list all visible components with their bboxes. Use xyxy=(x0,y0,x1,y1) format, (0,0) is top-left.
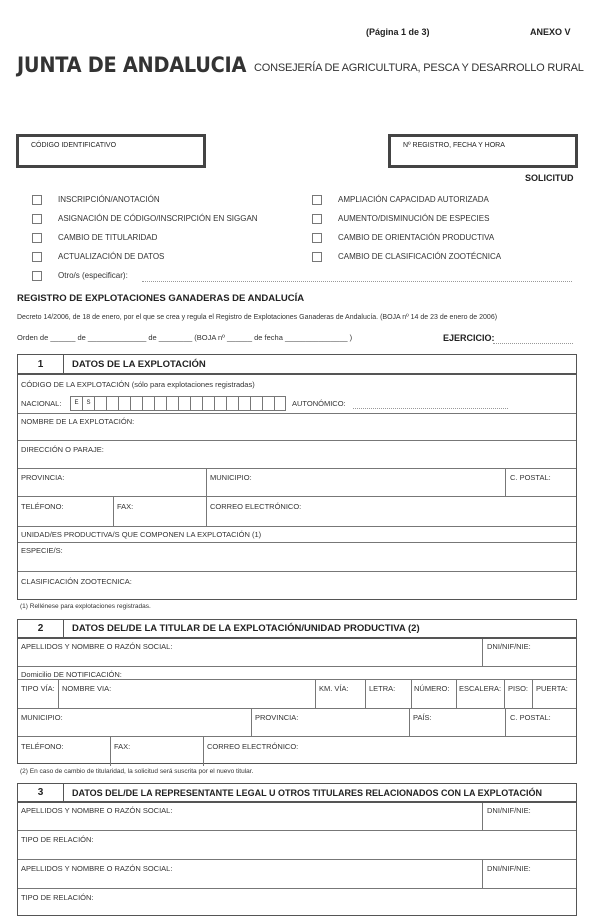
telefono-row xyxy=(18,736,576,766)
section-1-body xyxy=(17,374,577,600)
footnote-2: (2) En caso de cambio de titularidad, la solicitud será suscrita por el nuevo titular. xyxy=(20,768,254,775)
ejercicio-label: EJERCICIO: xyxy=(443,333,495,343)
relacion-row[interactable] xyxy=(18,830,576,860)
via-row xyxy=(18,679,576,709)
code-cell[interactable] xyxy=(215,397,227,410)
registro-label: Nº REGISTRO, FECHA Y HORA xyxy=(403,142,505,149)
checkbox-asignacion[interactable] xyxy=(32,214,42,224)
puerta-cell[interactable] xyxy=(532,680,568,709)
section-title: DATOS DEL/DE LA REPRESENTANTE LEGAL U OTROS TITULARES RELACIONADOS CON LA EXPLOTACIÓN xyxy=(72,787,543,798)
section-3-header xyxy=(17,783,577,802)
code-cell[interactable] xyxy=(227,397,239,410)
fax-cell[interactable] xyxy=(110,737,131,766)
code-cell[interactable] xyxy=(155,397,167,410)
codigo-identificativo-box[interactable] xyxy=(16,134,206,168)
section-2-header xyxy=(17,619,577,638)
section-number: 2 xyxy=(18,620,64,637)
otros-specify-line[interactable] xyxy=(142,281,572,282)
fax-cell[interactable] xyxy=(113,497,134,527)
nombre-label: NOMBRE DE LA EXPLOTACIÓN: xyxy=(21,417,135,426)
registro-box[interactable] xyxy=(388,134,578,168)
municipio-row xyxy=(18,708,576,737)
ejercicio-line[interactable] xyxy=(493,343,573,344)
code-cell[interactable] xyxy=(167,397,179,410)
relacion-label: TIPO DE RELACIÓN: xyxy=(21,893,94,902)
section-title: DATOS DE LA EXPLOTACIÓN xyxy=(72,358,206,370)
km-label: KM. VÍA: xyxy=(319,684,349,693)
letra-cell[interactable] xyxy=(365,680,396,709)
code-cell[interactable] xyxy=(107,397,119,410)
nacional-label: NACIONAL: xyxy=(21,399,62,408)
ministry-name: CONSEJERÍA DE AGRICULTURA, PESCA Y DESARROLLO RURAL xyxy=(254,62,584,74)
autonomico-line[interactable] xyxy=(353,408,508,409)
km-cell[interactable] xyxy=(315,680,349,709)
telefono-row xyxy=(18,496,576,527)
checkbox-orientacion[interactable] xyxy=(312,233,322,243)
puerta-label: PUERTA: xyxy=(536,684,568,693)
telefono-label: TELÉFONO: xyxy=(21,742,64,751)
checkbox-actualizacion[interactable] xyxy=(32,252,42,262)
section-2-body xyxy=(17,638,577,764)
checkbox-clasificacion[interactable] xyxy=(312,252,322,262)
option-label: CAMBIO DE TITULARIDAD xyxy=(58,233,158,242)
annex-label: ANEXO V xyxy=(530,27,571,37)
checkbox-ampliacion[interactable] xyxy=(312,195,322,205)
piso-cell[interactable] xyxy=(504,680,529,709)
direccion-label: DIRECCIÓN O PARAJE: xyxy=(21,445,104,454)
codigo-nacional-input[interactable] xyxy=(70,396,286,411)
relacion-row[interactable] xyxy=(18,888,576,918)
especie-row[interactable] xyxy=(18,542,576,572)
escalera-label: ESCALERA: xyxy=(459,684,502,693)
letra-label: LETRA: xyxy=(369,684,396,693)
numero-label: NÚMERO: xyxy=(414,684,450,693)
apellidos-label: APELLIDOS Y NOMBRE O RAZÓN SOCIAL: xyxy=(21,864,173,873)
checkbox-cambio-titularidad[interactable] xyxy=(32,233,42,243)
section-number: 3 xyxy=(18,784,64,801)
municipio-cell[interactable] xyxy=(206,469,252,497)
code-cell[interactable] xyxy=(239,397,251,410)
code-cell[interactable] xyxy=(191,397,203,410)
orden-line[interactable]: Orden de ______ de ______________ de ________ (BOJA nº ______ de fecha _______________ ) xyxy=(17,333,353,342)
option-label: AMPLIACIÓN CAPACIDAD AUTORIZADA xyxy=(338,195,489,204)
dni-cell[interactable] xyxy=(482,803,531,830)
cpostal-cell[interactable] xyxy=(505,469,551,497)
dni-label: DNI/NIF/NIE: xyxy=(487,806,531,815)
solicitud-title: SOLICITUD xyxy=(525,173,574,183)
direccion-row[interactable] xyxy=(18,440,576,469)
checkbox-aumento[interactable] xyxy=(312,214,322,224)
code-char: S xyxy=(83,397,95,410)
checkbox-otros[interactable] xyxy=(32,271,42,281)
tipo-via-label: TIPO VÍA: xyxy=(21,684,55,693)
unidad-row xyxy=(18,526,576,543)
nombre-via-label: NOMBRE VIA: xyxy=(62,684,112,693)
apellidos-label: APELLIDOS Y NOMBRE O RAZÓN SOCIAL: xyxy=(21,806,173,815)
code-cell[interactable] xyxy=(119,397,131,410)
code-cell[interactable] xyxy=(203,397,215,410)
dni-cell[interactable] xyxy=(482,639,531,666)
clasificacion-row[interactable] xyxy=(18,571,576,602)
decree-text: Decreto 14/2006, de 18 de enero, por el que se crea y regula el Registro de Explotaciones Ganaderas de Andalucía. (BOJA nº 14 de 23 de enero de 2006) xyxy=(17,314,498,321)
code-cell[interactable] xyxy=(131,397,143,410)
piso-label: PISO: xyxy=(508,684,529,693)
option-label: ASIGNACIÓN DE CÓDIGO/INSCRIPCIÓN EN SIGGAN xyxy=(58,214,258,223)
code-cell[interactable] xyxy=(143,397,155,410)
municipio-label: MUNICIPIO: xyxy=(210,473,252,482)
nombre-via-cell[interactable] xyxy=(58,680,112,709)
option-label: ACTUALIZACIÓN DE DATOS xyxy=(58,252,165,261)
codigo-explotacion-label: CÓDIGO DE LA EXPLOTACIÓN (sólo para explotaciones registradas) xyxy=(21,380,255,389)
section-number: 1 xyxy=(18,355,64,373)
municipio-label: MUNICIPIO: xyxy=(21,713,63,722)
especie-label: ESPECIE/S: xyxy=(21,546,63,555)
provincia-label: PROVINCIA: xyxy=(21,473,65,482)
escalera-cell[interactable] xyxy=(456,680,502,709)
dni-label: DNI/NIF/NIE: xyxy=(487,864,531,873)
page-number: (Página 1 de 3) xyxy=(366,27,430,37)
pais-label: PAÍS: xyxy=(413,713,432,722)
provincia-row xyxy=(18,468,576,497)
code-cell[interactable] xyxy=(95,397,107,410)
cpostal-cell[interactable] xyxy=(505,709,551,737)
section-title: DATOS DEL/DE LA TITULAR DE LA EXPLOTACIÓN/UNIDAD PRODUCTIVA (2) xyxy=(72,623,420,634)
apellidos-row xyxy=(18,639,576,666)
telefono-label: TELÉFONO: xyxy=(21,502,64,511)
code-char: E xyxy=(71,397,83,410)
domicilio-row xyxy=(18,666,576,680)
correo-label: CORREO ELECTRÓNICO: xyxy=(207,742,299,751)
code-cell[interactable] xyxy=(263,397,275,410)
dni-label: DNI/NIF/NIE: xyxy=(487,642,531,651)
checkbox-inscripcion[interactable] xyxy=(32,195,42,205)
section-3-body xyxy=(17,802,577,916)
nombre-row[interactable] xyxy=(18,413,576,441)
option-label: INSCRIPCIÓN/ANOTACIÓN xyxy=(58,195,160,204)
numero-cell[interactable] xyxy=(411,680,450,709)
clasificacion-label: CLASIFICACIÓN ZOOTECNICA: xyxy=(21,577,132,586)
option-label: CAMBIO DE ORIENTACIÓN PRODUCTIVA xyxy=(338,233,495,242)
junta-logo: JUNTA DE ANDALUCIA xyxy=(17,53,247,77)
domicilio-label: Domicilio DE NOTIFICACIÓN: xyxy=(21,670,122,679)
cpostal-label: C. POSTAL: xyxy=(510,713,551,722)
relacion-label: TIPO DE RELACIÓN: xyxy=(21,835,94,844)
dni-cell[interactable] xyxy=(482,860,531,889)
autonomico-label: AUTONÓMICO: xyxy=(292,399,346,408)
unidad-label: UNIDAD/ES PRODUCTIVA/S QUE COMPONEN LA EXPLOTACIÓN (1) xyxy=(21,530,262,539)
apellidos-row xyxy=(18,803,576,830)
code-cell[interactable] xyxy=(179,397,191,410)
option-label: Otro/s (especificar): xyxy=(58,271,128,280)
cpostal-label: C. POSTAL: xyxy=(510,473,551,482)
correo-label: CORREO ELECTRÓNICO: xyxy=(210,502,302,511)
provincia-cell[interactable] xyxy=(251,709,299,737)
code-cell[interactable] xyxy=(251,397,263,410)
codigo-identificativo-label: CÓDIGO IDENTIFICATIVO xyxy=(31,142,117,149)
correo-cell[interactable] xyxy=(206,497,302,527)
registry-title: REGISTRO DE EXPLOTACIONES GANADERAS DE ANDALUCÍA xyxy=(17,293,305,304)
apellidos-label: APELLIDOS Y NOMBRE O RAZÓN SOCIAL: xyxy=(21,642,173,651)
option-label: CAMBIO DE CLASIFICACIÓN ZOOTÉCNICA xyxy=(338,252,502,261)
option-label: AUMENTO/DISMINUCIÓN DE ESPECIES xyxy=(338,214,490,223)
apellidos-row xyxy=(18,859,576,889)
section-1-header xyxy=(17,354,577,374)
correo-cell[interactable] xyxy=(203,737,299,766)
footnote-1: (1) Rellénese para explotaciones registradas. xyxy=(20,603,151,610)
fax-label: FAX: xyxy=(117,502,134,511)
provincia-label: PROVINCIA: xyxy=(255,713,299,722)
pais-cell[interactable] xyxy=(409,709,432,737)
fax-label: FAX: xyxy=(114,742,131,751)
